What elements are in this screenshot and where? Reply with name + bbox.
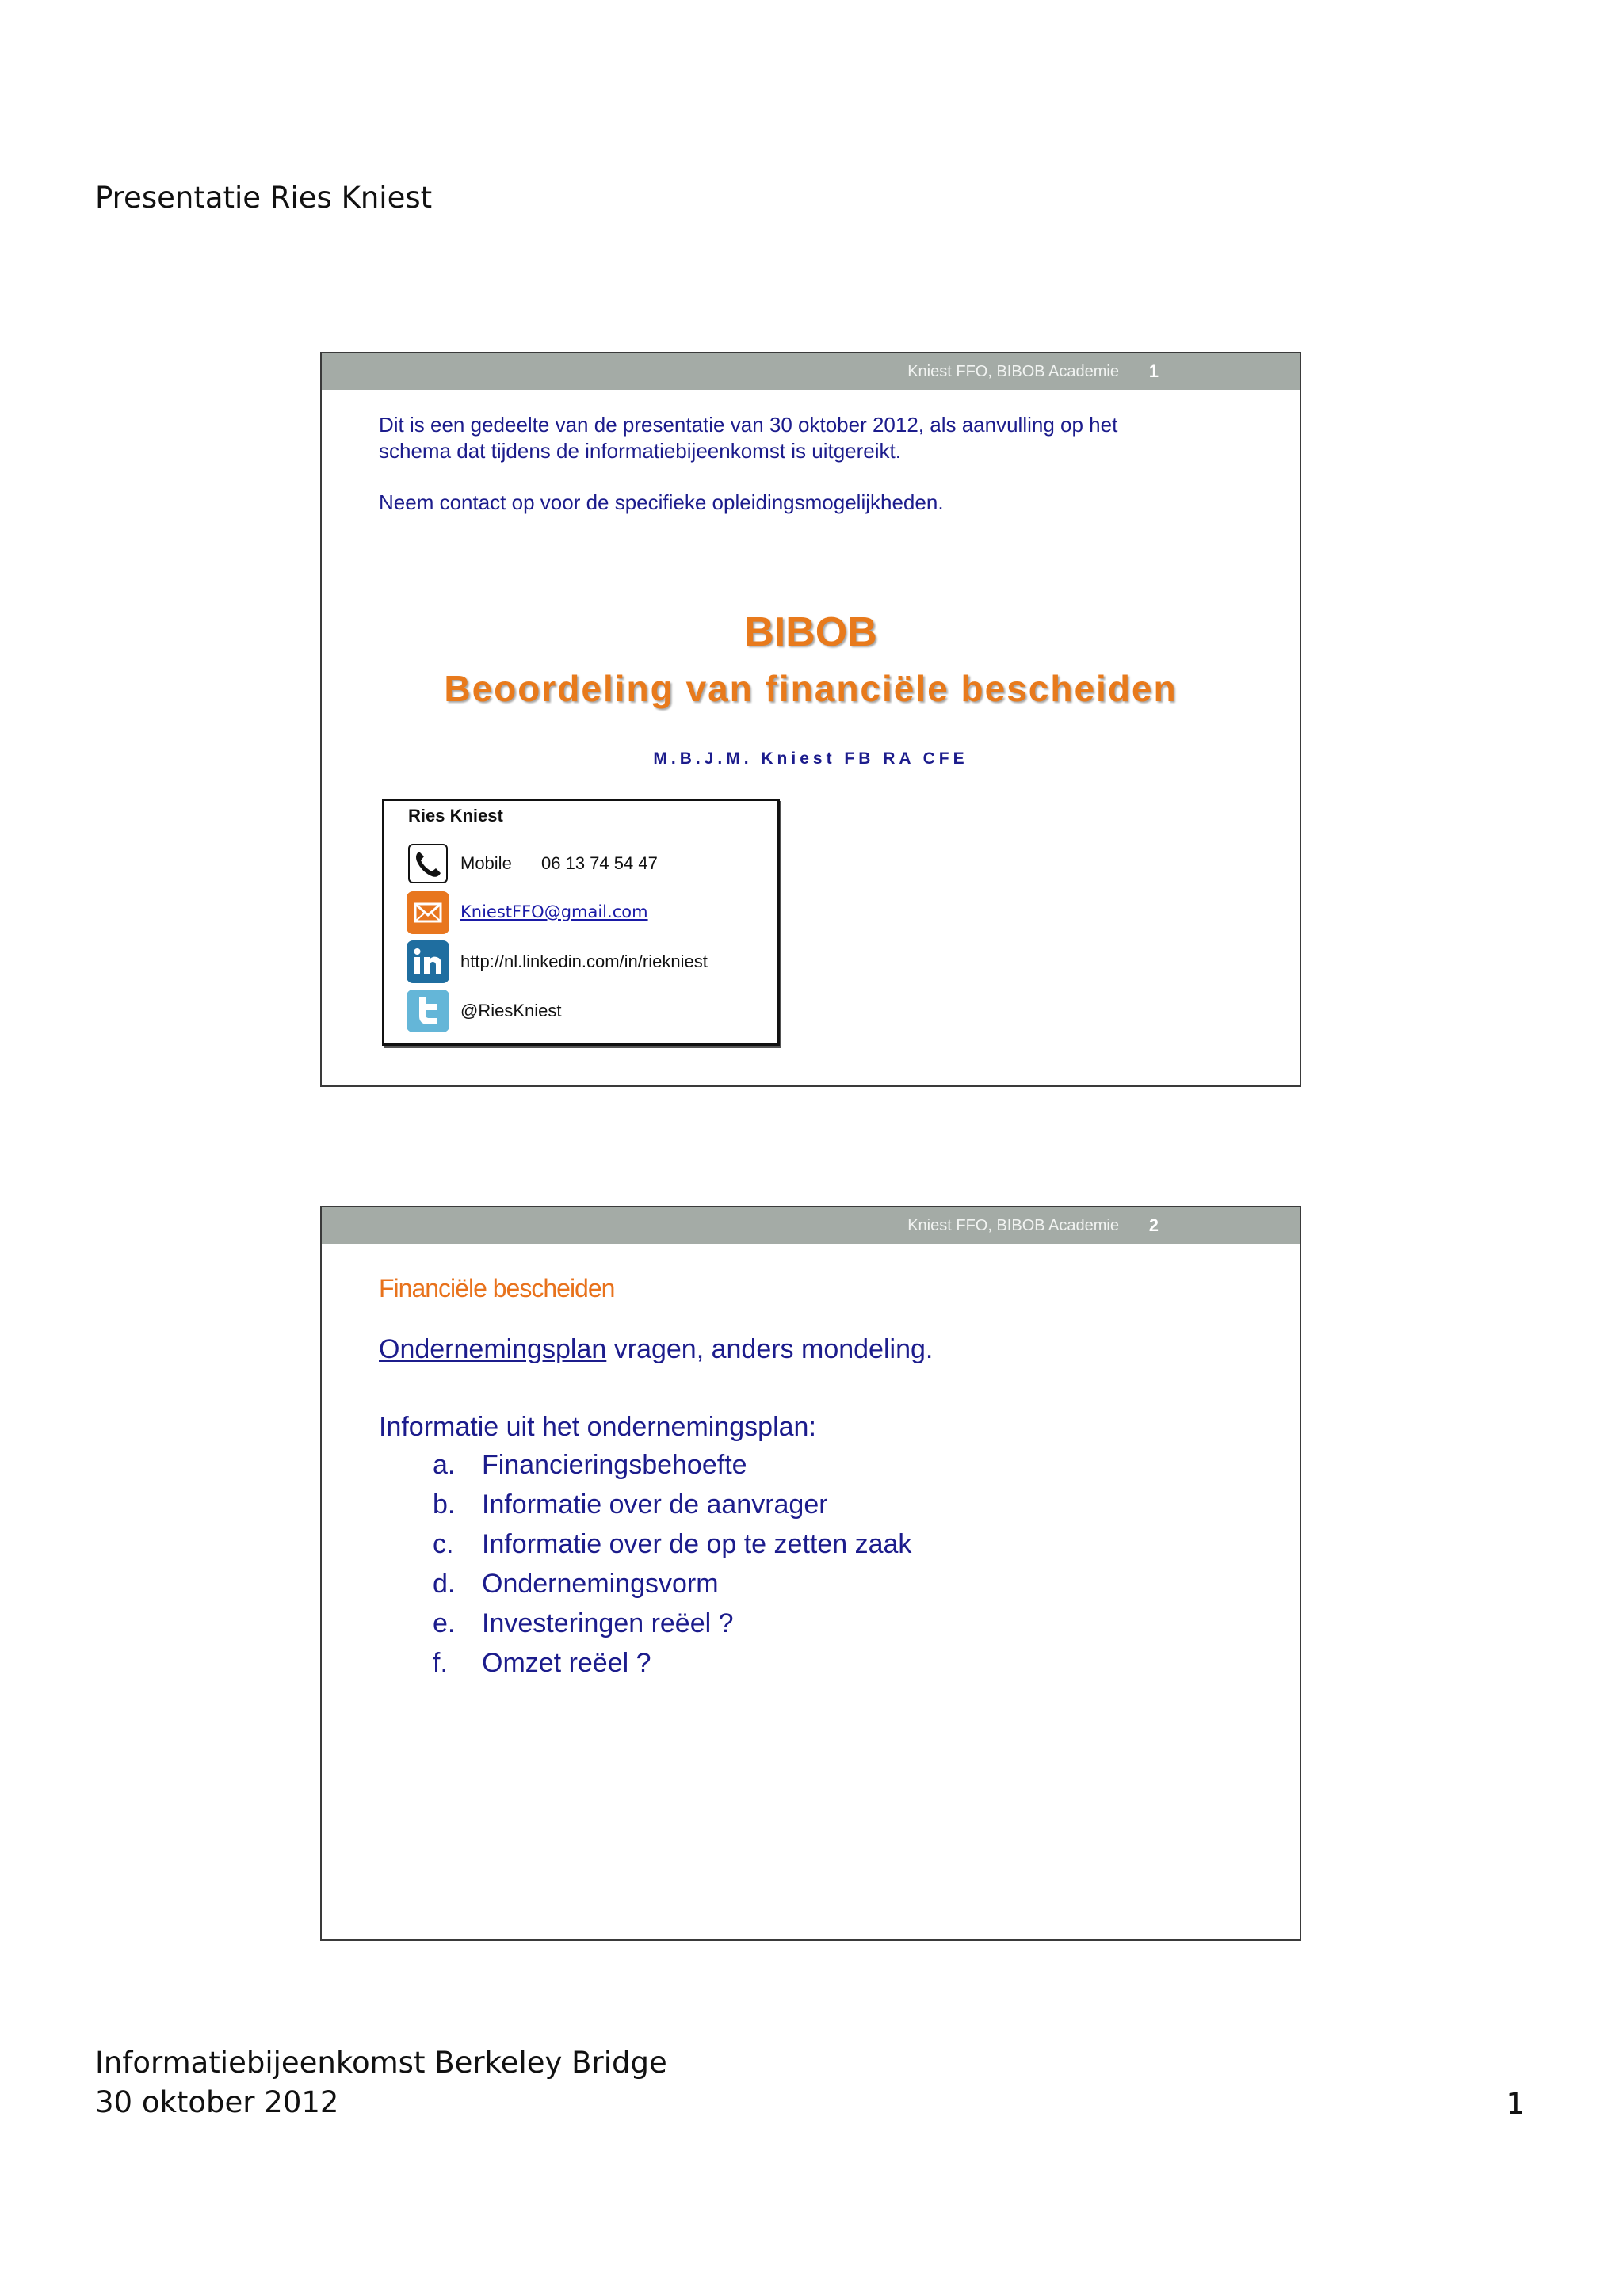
list-item (433, 1569, 1146, 1604)
slide-header-text: Kniest FFO, BIBOB Academie (907, 363, 1119, 380)
email-icon (407, 891, 449, 934)
author-credentials: M.B.J.M. Kniest FB RA CFE (653, 749, 968, 768)
mobile-value: 06 13 74 54 47 (541, 853, 658, 873)
slide-number: 1 (1148, 361, 1159, 381)
list-item (433, 1608, 1146, 1643)
list-item-text: Omzet reëel ? (482, 1648, 651, 1678)
linkedin-url[interactable]: http://nl.linkedin.com/in/riekniest (460, 952, 708, 971)
footer-date: 30 oktober 2012 (95, 2085, 339, 2119)
page-number: 1 (1506, 2087, 1525, 2121)
list-item-text: Ondernemingsvorm (482, 1569, 719, 1599)
twitter-icon (407, 990, 449, 1032)
phone-icon (408, 844, 448, 883)
list-marker: b. (433, 1489, 456, 1520)
contact-row-linkedin (407, 940, 771, 983)
intro-line-1: Dit is een gedeelte van de presentatie van 30 oktober 2012, als aanvulling op het (379, 413, 1118, 437)
info-heading: Informatie uit het ondernemingsplan: (379, 1412, 816, 1442)
contact-row-mobile (407, 842, 771, 885)
list-marker: f. (433, 1648, 448, 1678)
list-marker: a. (433, 1450, 456, 1480)
list-item-text: Investeringen reëel ? (482, 1608, 734, 1638)
list-item-text: Financieringsbehoefte (482, 1450, 747, 1480)
plan-line (379, 1334, 933, 1365)
twitter-handle[interactable]: @RiesKniest (460, 1001, 562, 1020)
slide-header (322, 353, 1300, 390)
slide-number: 2 (1148, 1215, 1159, 1235)
contact-name: Ries Kniest (408, 806, 503, 826)
slide-1 (320, 352, 1301, 1087)
plan-link[interactable]: Ondernemingsplan (379, 1334, 607, 1364)
footer-event: Informatiebijeenkomst Berkeley Bridge (95, 2046, 667, 2080)
slide-header (322, 1207, 1300, 1244)
plan-line-rest: vragen, anders mondeling. (606, 1334, 934, 1364)
contact-row-email (407, 891, 771, 934)
list-item (433, 1489, 1146, 1524)
slide-subtitle: Beoordeling van financiële bescheiden (444, 668, 1178, 709)
list-item (433, 1648, 1146, 1683)
list-marker: e. (433, 1608, 456, 1638)
list-marker: d. (433, 1569, 456, 1599)
section-title: Financiële bescheiden (379, 1274, 615, 1302)
slide-header-text: Kniest FFO, BIBOB Academie (907, 1217, 1119, 1234)
email-link[interactable]: KniestFFO@gmail.com (460, 902, 648, 921)
contact-card (382, 799, 780, 1046)
list-marker: c. (433, 1529, 454, 1559)
slide-2 (320, 1206, 1301, 1941)
linkedin-icon (407, 940, 449, 983)
mobile-label: Mobile (460, 853, 512, 873)
intro-line-2: schema dat tijdens de informatiebijeenkomst is uitgereikt. (379, 439, 901, 463)
page-header-title: Presentatie Ries Kniest (95, 181, 433, 215)
list-item (433, 1529, 1146, 1564)
contact-row-twitter (407, 990, 771, 1032)
list-item (433, 1450, 1146, 1485)
intro-line-3: Neem contact op voor de specifieke opleidingsmogelijkheden. (379, 490, 944, 514)
list-item-text: Informatie over de op te zetten zaak (482, 1529, 912, 1559)
list-item-text: Informatie over de aanvrager (482, 1489, 828, 1520)
slide-title: BIBOB (744, 609, 877, 655)
